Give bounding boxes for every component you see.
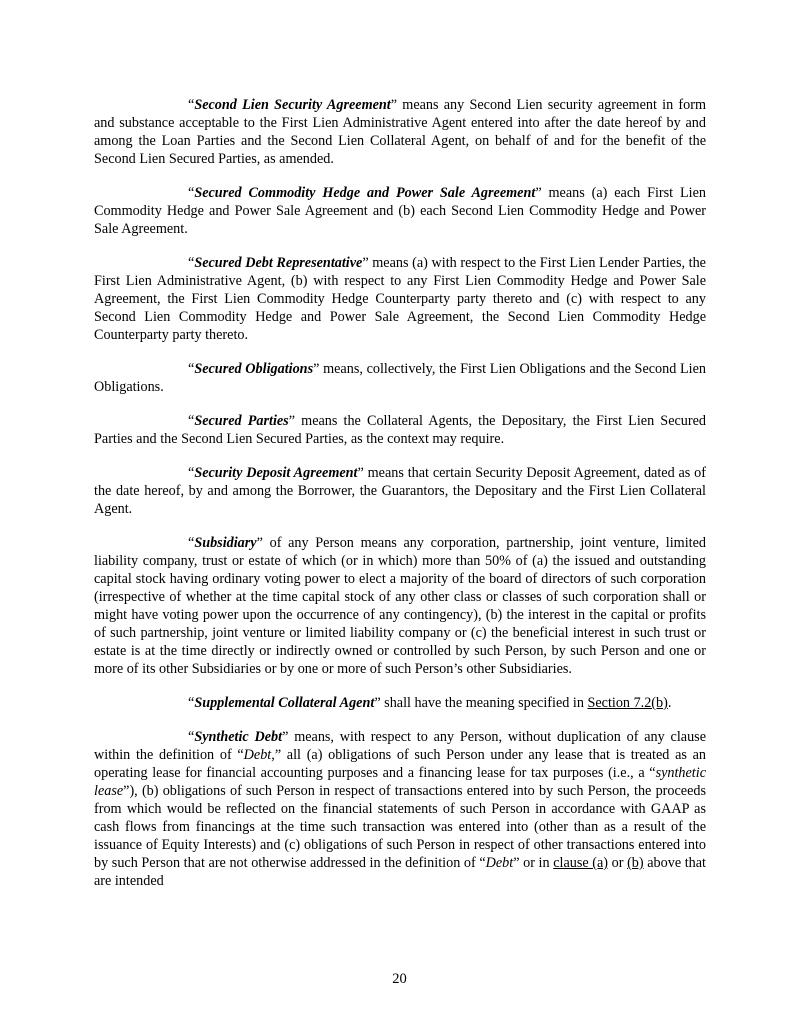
clause-reference: (b) (627, 855, 644, 871)
italic-term: synthetic lease (94, 765, 706, 799)
definition-text: means any Second Lien security agreement in form and substance acceptable to the First Lien Administrative Agent entered into after the date hereof by and among the Loan Parties and the Second Lien Collateral Agent, on behalf of and for the benefit of the Second Lien Secured Parties, as amended. (94, 97, 706, 167)
definition-subsidiary: “Subsidiary” of any Person means any corporation, partnership, joint venture, limited liability company, trust or estate of which (or in which) more than 50% of (a) the issued and outstanding capital stock having ordinary voting power to elect a majority of the board of directors of such corporation (irrespective of whether at the time capital stock of any other class or classes of such corporation shall or might have voting power upon the occurrence of any contingency), (b) the interest in the capital or profits of such partnership, joint venture or limited liability company or (c) the beneficial interest in such trust or estate is at the time directly or indirectly owned or controlled by such Person, by such Person and one or more of its other Subsidiaries or by one or more of such Person’s other Subsidiaries. (94, 535, 706, 677)
defined-term: Secured Parties (194, 413, 289, 429)
defined-term: Supplemental Collateral Agent (194, 695, 375, 711)
definition-text: . (667, 695, 672, 711)
definition-secured-debt-representative: “Secured Debt Representative” means (a) with respect to the First Lien Lender Parties, the First Lien Administrative Agent, (b) with respect to any First Lien Commodity Hedge and Power Sale Agreement, the First Lien Commodity Hedge Counterparty party thereto and (c) with respect to any Second Lien Commodity Hedge and Power Sale Agreement, the Second Lien Commodity Hedge Counterparty party thereto. (94, 255, 706, 343)
definition-text: means (a) with respect to the First Lien Lender Parties, the First Lien Administrative Agent, (b) with respect to any First Lien Commodity Hedge and Power Sale Agreement, the First Lien Commodity Hedge Counterparty party thereto and (c) with respect to any Second Lien Commodity Hedge and Power Sale Agreement, the Second Lien Commodity Hedge Counterparty party thereto. (94, 255, 706, 343)
defined-term: Secured Debt Representative (194, 255, 363, 271)
definition-text: means the Collateral Agents, the Depositary, the First Lien Secured Parties and the Second Lien Secured Parties, as the context may require. (94, 413, 706, 447)
definition-text: shall have the meaning specified in (380, 695, 588, 711)
definition-supplemental-collateral-agent: “Supplemental Collateral Agent” shall have the meaning specified in Section 7.2(b). (188, 695, 672, 711)
italic-term: Debt (243, 747, 272, 763)
definition-text: means (a) each First Lien Commodity Hedge and Power Sale Agreement and (b) each Second Lien Commodity Hedge and Power Sale Agreement. (94, 185, 706, 237)
defined-term: Synthetic Debt (194, 729, 283, 745)
definition-text: ”), (b) obligations of such Person in respect of transactions entered into by such Person, the proceeds from which would be reflected on the financial statements of such Person in accordance with GAAP as cash flows from financings at the time such transaction was entered into (other than as a result of the issuance of Equity Interests) and (c) obligations of such Person in respect of other transactions entered into by such Person that are not otherwise addressed in the definition of “ (94, 783, 706, 871)
section-reference: Section 7.2(b) (587, 695, 668, 711)
definition-synthetic-debt: “Synthetic Debt” means, with respect to any Person, without duplication of any clause within the definition of “Debt,” all (a) obligations of such Person under any lease that is treated as an operating lease for financial accounting purposes and a financing lease for tax purposes (i.e., a “synthetic lease”), (b) obligations of such Person in respect of transactions entered into by such Person, the proceeds from which would be reflected on the financial statements of such Person in accordance with GAAP as cash flows from financings at the time such transaction was entered into (other than as a result of the issuance of Equity Interests) and (c) obligations of such Person in respect of other transactions entered into by such Person that are not otherwise addressed in the definition of “Debt” or in clause (a) or (b) above that are intended (94, 729, 706, 889)
definition-second-lien-security-agreement: “Second Lien Security Agreement” means any Second Lien security agreement in form and substance acceptable to the First Lien Administrative Agent entered into after the date hereof by and among the Loan Parties and the Second Lien Collateral Agent, on behalf of and for the benefit of the Second Lien Secured Parties, as amended. (94, 97, 706, 167)
page-number: 20 (392, 971, 407, 987)
definition-text: means, collectively, the First Lien Obligations and the Second Lien Obligations. (94, 361, 707, 395)
defined-term: Secured Obligations (194, 361, 314, 377)
clause-reference: clause (a) (553, 855, 609, 871)
definition-secured-parties: “Secured Parties” means the Collateral Agents, the Depositary, the First Lien Secured Parties and the Second Lien Secured Parties, as the context may require. (94, 413, 706, 447)
definition-secured-commodity-hedge: “Secured Commodity Hedge and Power Sale Agreement” means (a) each First Lien Commodity Hedge and Power Sale Agreement and (b) each Second Lien Commodity Hedge and Power Sale Agreement. (94, 185, 706, 237)
definition-text: ” or in (513, 855, 554, 871)
defined-term: Second Lien Security Agreement (194, 97, 391, 113)
defined-term: Subsidiary (194, 535, 257, 551)
definition-text: above that are intended (94, 855, 706, 889)
definition-text: of any Person means any corporation, partnership, joint venture, limited liability company, trust or estate of which (or in which) more than 50% of (a) the issued and outstanding capital stock having ordinary voting power to elect a majority of the board of directors of such corporation (irrespective of whether at the time capital stock of any other class or classes of such corporation shall or might have voting power upon the occurrence of any contingency), (b) the interest in the capital or profits of such partnership, joint venture or limited liability company or (c) the beneficial interest in such trust or estate is at the time directly or indirectly owned or controlled by such Person, by such Person and one or more of its other Subsidiaries or by one or more of such Person’s other Subsidiaries. (94, 535, 706, 677)
definition-text: means that certain Security Deposit Agreement, dated as of the date hereof, by and among the Borrower, the Guarantors, the Depositary and the First Lien Collateral Agent. (94, 465, 706, 517)
italic-term: Debt (485, 855, 514, 871)
definition-secured-obligations: “Secured Obligations” means, collectively, the First Lien Obligations and the Second Lien Obligations. (94, 361, 707, 395)
defined-term: Secured Commodity Hedge and Power Sale Agreement (194, 185, 536, 201)
definition-text: or (608, 855, 628, 871)
definition-text: means, with respect to any Person, without duplication of any clause within the definition of “ (94, 729, 706, 763)
definition-text: ,” all (a) obligations of such Person under any lease that is treated as an operating lease for financial accounting purposes and a financing lease for tax purposes (i.e., a “ (94, 747, 706, 781)
document-body (94, 96, 706, 906)
defined-term: Security Deposit Agreement (194, 465, 358, 481)
definition-security-deposit-agreement: “Security Deposit Agreement” means that certain Security Deposit Agreement, dated as of the date hereof, by and among the Borrower, the Guarantors, the Depositary and the First Lien Collateral Agent. (94, 465, 706, 517)
